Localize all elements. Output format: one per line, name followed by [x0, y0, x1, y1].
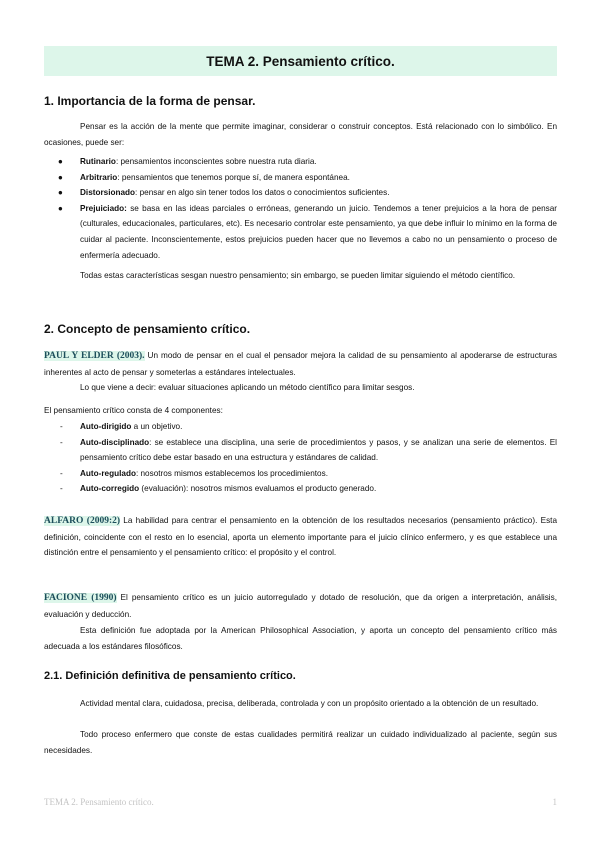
component-text: : nosotros mismos establecemos los procedimientos.: [135, 468, 328, 478]
component-term: Auto-dirigido: [80, 422, 132, 431]
components-intro: El pensamiento crítico consta de 4 componentes:: [44, 406, 223, 415]
section-1-bullet-list: [44, 154, 557, 263]
facione-definition: [44, 590, 557, 622]
component-text: : se establece una disciplina, una serie de procedimientos y pasos, y se analizan una serie de elementos. El pensamiento crítico debe estar basado en una estructura y estándares de calidad.: [80, 437, 557, 463]
list-item: [44, 201, 557, 263]
bullet-text: : pensar en algo sin tener todos los datos o conocimientos suficientes.: [135, 188, 390, 198]
bullet-term: Distorsionado: [80, 188, 136, 198]
section-2-heading: 2. Concepto de pensamiento crítico.: [44, 322, 251, 336]
bullet-term: Arbitrario: [80, 172, 118, 182]
bullet-term: Prejuiciado:: [80, 203, 127, 213]
final-definition: Actividad mental clara, cuidadosa, precisa, deliberada, controlada y con un propósito orientado a la obtención de un resultado.: [80, 699, 539, 708]
bullet-icon: ●: [58, 188, 63, 198]
paul-elder-note: Lo que viene a decir: evaluar situaciones aplicando un método científico para limitar sesgos.: [80, 383, 415, 392]
footer-title: TEMA 2. Pensamiento crítico.: [44, 797, 154, 807]
author-citation: PAUL Y ELDER (2003).: [44, 351, 145, 361]
page-number: 1: [552, 797, 557, 807]
dash-icon: -: [60, 422, 63, 431]
list-item: [44, 435, 557, 466]
section-2-1-heading: 2.1. Definición definitiva de pensamiento crítico.: [44, 670, 296, 682]
component-text: (evaluación): nosotros mismos evaluamos el producto generado.: [139, 484, 377, 494]
author-citation: FACIONE (1990): [44, 593, 117, 603]
definition-text: Un modo de pensar en el cual el pensador mejora la calidad de su pensamiento al apoderarse de estructuras inherentes al acto de pensar y someterlas a estándares intelectuales.: [44, 351, 557, 377]
facione-note: Esta definición fue adoptada por la American Philosophical Association, y aporta un concepto del pensamiento crítico más adecuada a los estándares filosóficos.: [44, 626, 557, 651]
page-title: TEMA 2. Pensamiento crítico.: [44, 46, 557, 76]
page-footer: [44, 797, 557, 807]
list-item: [44, 185, 557, 201]
list-item: [44, 154, 557, 170]
component-term: Auto-regulado: [80, 468, 136, 478]
author-citation: ALFARO (2009:2): [44, 516, 121, 526]
document-page: [44, 46, 557, 755]
dash-icon: -: [60, 437, 63, 447]
dash-icon: -: [60, 468, 63, 478]
section-1-closing: Todas estas características sesgan nuestro pensamiento; sin embargo, se pueden limitar siguiendo el método científico.: [80, 271, 516, 280]
list-item: [44, 419, 557, 435]
definition-text: La habilidad para centrar el pensamiento en la obtención de los resultados necesarios (pensamiento práctico). Esta definición, coincidente con el resto en lo esencial, aporta un elemento importante para el juicio clínico enfermero, y es que establece una distinción entre el pensamiento y el pensamiento crítico: el propósito y el control.: [44, 516, 557, 558]
definition-text: El pensamiento crítico es un juicio autorregulado y dotado de resolución, que da origen a interpretación, análisis, evaluación y deducción.: [44, 593, 557, 619]
section-1-intro: Pensar es la acción de la mente que permite imaginar, considerar o construir conceptos. Está relacionado con lo simbólico. En ocasiones, puede ser:: [44, 122, 557, 147]
list-item: [44, 481, 557, 497]
dash-icon: -: [60, 484, 63, 494]
alfaro-definition: [44, 513, 557, 561]
final-note: Todo proceso enfermero que conste de estas cualidades permitirá realizar un cuidado individualizado al paciente, según sus necesidades.: [44, 730, 557, 755]
bullet-text: : pensamientos que tenemos porque sí, de manera espontánea.: [117, 172, 350, 182]
component-text: a un objetivo.: [131, 422, 183, 431]
bullet-icon: ●: [58, 203, 63, 213]
bullet-icon: ●: [58, 157, 63, 166]
bullet-text: se basa en las ideas parciales o erróneas, generando un juicio. Tendemos a tener prejuicios a la hora de pensar (culturales, educacionales, particulares, etc). Es necesario controlar este pensamiento, ya que debe influir lo mínimo en la forma de cuidar al paciente. Inconscientemente, estos prejuicios pueden hacer que no llevemos a cabo no un pensamiento o proceso de enfermería adecuado.: [80, 203, 557, 260]
bullet-text: : pensamientos inconscientes sobre nuestra ruta diaria.: [115, 157, 317, 166]
list-item: [44, 466, 557, 482]
component-term: Auto-corregido: [80, 484, 140, 494]
component-term: Auto-disciplinado: [80, 437, 150, 447]
bullet-term: Rutinario: [80, 157, 116, 166]
paul-elder-definition: [44, 348, 557, 380]
list-item: [44, 170, 557, 186]
section-1-heading: 1. Importancia de la forma de pensar.: [44, 94, 256, 108]
components-list: [44, 419, 557, 497]
bullet-icon: ●: [58, 172, 63, 182]
